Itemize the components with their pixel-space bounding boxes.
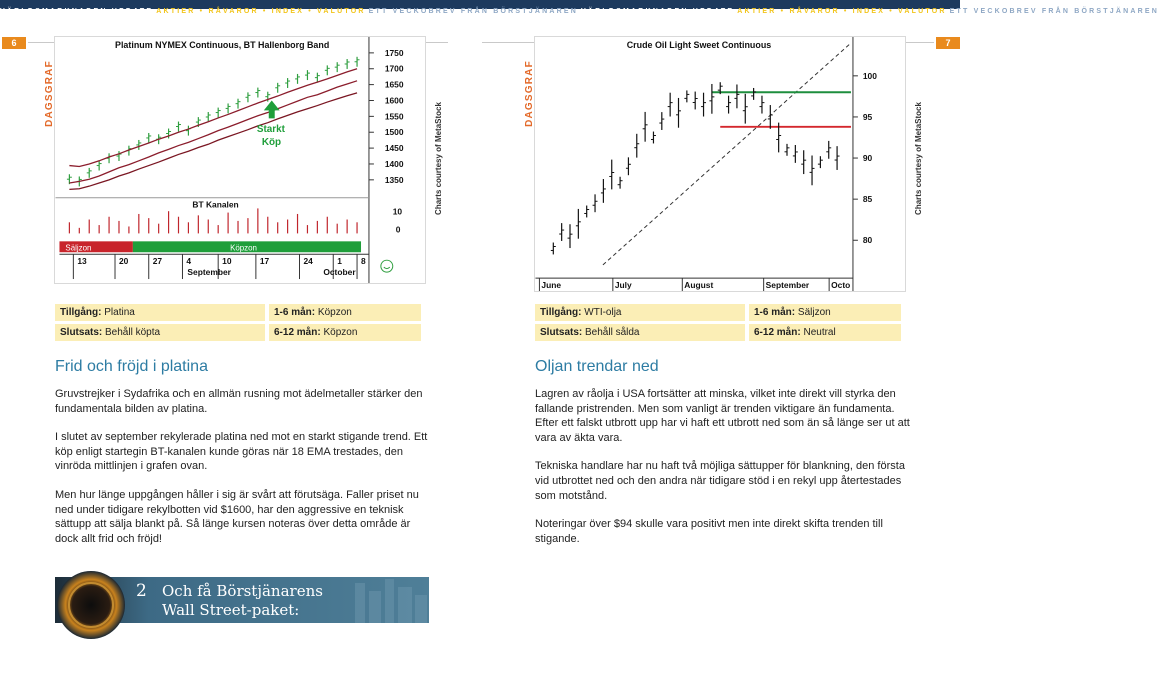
left-dagsgraf-label: DAGSGRAF: [43, 60, 55, 127]
article-title: Oljan trendar ned: [535, 358, 659, 375]
asset-cell: Tillgång: WTI-olja: [535, 304, 745, 321]
annotation-label-2: Köp: [261, 137, 282, 149]
trend-line: [603, 43, 851, 265]
x-day-label: 4: [186, 256, 192, 267]
banner-number: 2: [136, 581, 147, 601]
y-tick-label: 1750: [384, 47, 404, 58]
header-strip-text: VÄRLDSMARKNADEN UPDATE: [581, 8, 735, 15]
x-month-label: September: [187, 267, 231, 278]
y-tick-label: 90: [862, 153, 873, 164]
long-term-cell: 6-12 mån: Neutral: [749, 324, 901, 341]
header-strip-text: ETT VECKOBREV FRÅN BÖRSTJÄNAREN: [368, 8, 578, 15]
y-tick-label: 95: [862, 111, 873, 122]
annotation-label-1: Starkt: [256, 124, 285, 136]
article-title: Frid och fröjd i platina: [55, 358, 208, 375]
x-month-label: Octo: [831, 280, 851, 291]
x-day-label: 20: [118, 256, 129, 267]
right-article: [535, 358, 910, 560]
header-strip-text: AKTIER • RÅVAROR • INDEX • VALUTOR: [156, 8, 366, 15]
article-paragraph: Noteringar över $94 skulle vara positivt men inte direkt skifta trenden till stigande.: [535, 518, 883, 545]
info-row: [535, 304, 905, 321]
y-tick-label: 100: [862, 70, 877, 81]
x-day-label: 17: [259, 256, 270, 267]
crude-oil-chart: [534, 36, 906, 292]
y-tick-label: 1400: [384, 158, 404, 169]
left-info-table: [55, 304, 425, 344]
right-chart-panel: [520, 36, 950, 292]
header-strip: [0, 0, 1159, 15]
x-month-label: September: [765, 280, 810, 291]
x-day-label: 10: [222, 256, 232, 267]
x-month-label: July: [614, 280, 632, 291]
header-strip-text: VÄRLDSMARKNADEN UPDATE: [0, 8, 154, 15]
left-courtesy-label: Charts courtesy of MetaStock: [433, 102, 443, 215]
header-strip-text: AKTIER • RÅVAROR • INDEX • VALUTOR: [737, 8, 947, 15]
x-day-label: 24: [303, 256, 313, 267]
article-paragraph: I slutet av september rekylerade platina ned mot en starkt stigande trend. Ett köp enligt startegin BT-kanalen kunde göras när 18 EMA trestades, den vinröda mittlinjen i grafen ovan.: [55, 431, 428, 473]
y-tick-label: 1650: [384, 79, 404, 90]
y-tick-label: 1500: [384, 127, 404, 138]
right-courtesy-label: Charts courtesy of MetaStock: [913, 102, 923, 215]
asset-cell: Tillgång: Platina: [55, 304, 265, 321]
banner-title-line2: Wall Street-paket:: [162, 601, 300, 619]
chart-title: Crude Oil Light Sweet Continuous: [626, 39, 772, 50]
x-day-label: 8: [361, 256, 366, 267]
banner-title-line1: Och få Börstjänarens: [162, 582, 323, 600]
band-line: [69, 93, 357, 189]
y-tick-label: 1450: [384, 143, 404, 154]
page-number-left: 6: [2, 37, 26, 49]
left-article: [55, 358, 430, 560]
left-chart-panel: [40, 36, 470, 292]
header-strip-text: ETT VECKOBREV FRÅN BÖRSTJÄNAREN: [949, 8, 1159, 15]
x-day-label: 27: [152, 256, 163, 267]
zone-label: Säljzon: [65, 243, 92, 253]
page-number-right: 7: [936, 37, 960, 49]
info-row: [55, 324, 425, 341]
chart-title: Platinum NYMEX Continuous, BT Hallenborg Band: [115, 39, 330, 50]
promo-banner[interactable]: [55, 577, 429, 623]
x-month-label: June: [541, 280, 562, 291]
info-row: [535, 324, 905, 341]
article-paragraph: Lagren av råolja i USA fortsätter att minska, vilket inte direkt vill styrka den fallande pristrenden. Men som vanligt är trenden viktigare än fundamenta. Efter ett falskt utbrott upp har vi haft ett utbrott ned som än så länge ser ut att vara av äkta vara.: [535, 388, 910, 444]
x-day-label: 13: [77, 256, 87, 267]
conclusion-cell: Slutsats: Behåll köpta: [55, 324, 265, 341]
article-paragraph: Tekniska handlare har nu haft två möjliga sättupper för blankning, den första vid utbrottet ned och den andra när tidigare stöd i en rekyl upp återtestades som motstånd.: [535, 460, 905, 502]
y-tick-label: 85: [862, 194, 873, 205]
info-row: [55, 304, 425, 321]
y-tick-label: 1350: [384, 174, 404, 185]
right-dagsgraf-label: DAGSGRAF: [523, 60, 535, 127]
long-term-cell: 6-12 mån: Köpzon: [269, 324, 421, 341]
y-tick-label: 80: [862, 235, 873, 246]
x-month-label: October: [323, 267, 356, 278]
y-tick-label: 1700: [384, 63, 404, 74]
indicator-label: BT Kanalen: [192, 199, 239, 210]
article-paragraph: Gruvstrejker i Sydafrika och en allmän rusning mot ädelmetaller stärker den fundamentala bilden av platina.: [55, 388, 423, 415]
y-tick-label: 1600: [384, 95, 404, 106]
conclusion-cell: Slutsats: Behåll sålda: [535, 324, 745, 341]
right-info-table: [535, 304, 905, 344]
indicator-tick-label: 10: [392, 206, 403, 217]
x-day-label: 1: [337, 256, 342, 267]
band-line: [69, 81, 357, 183]
short-term-cell: 1-6 mån: Säljzon: [749, 304, 901, 321]
buy-arrow-icon: [264, 100, 280, 118]
platinum-chart: [54, 36, 426, 284]
band-line: [69, 69, 357, 167]
zone-label: Köpzon: [230, 243, 257, 253]
short-term-cell: 1-6 mån: Köpzon: [269, 304, 421, 321]
indicator-tick-label: 0: [395, 224, 401, 235]
y-tick-label: 1550: [384, 111, 404, 122]
article-paragraph: Men hur länge uppgången håller i sig är svårt att förutsäga. Faller priset nu ned under tidigare rekylbotten vid $1600, har den aggressive en teknisk sättupp att sälja blankt på. Så länge kursen noteras över detta område är dock allt frid och fröjd!: [55, 488, 419, 545]
x-month-label: August: [684, 280, 714, 291]
